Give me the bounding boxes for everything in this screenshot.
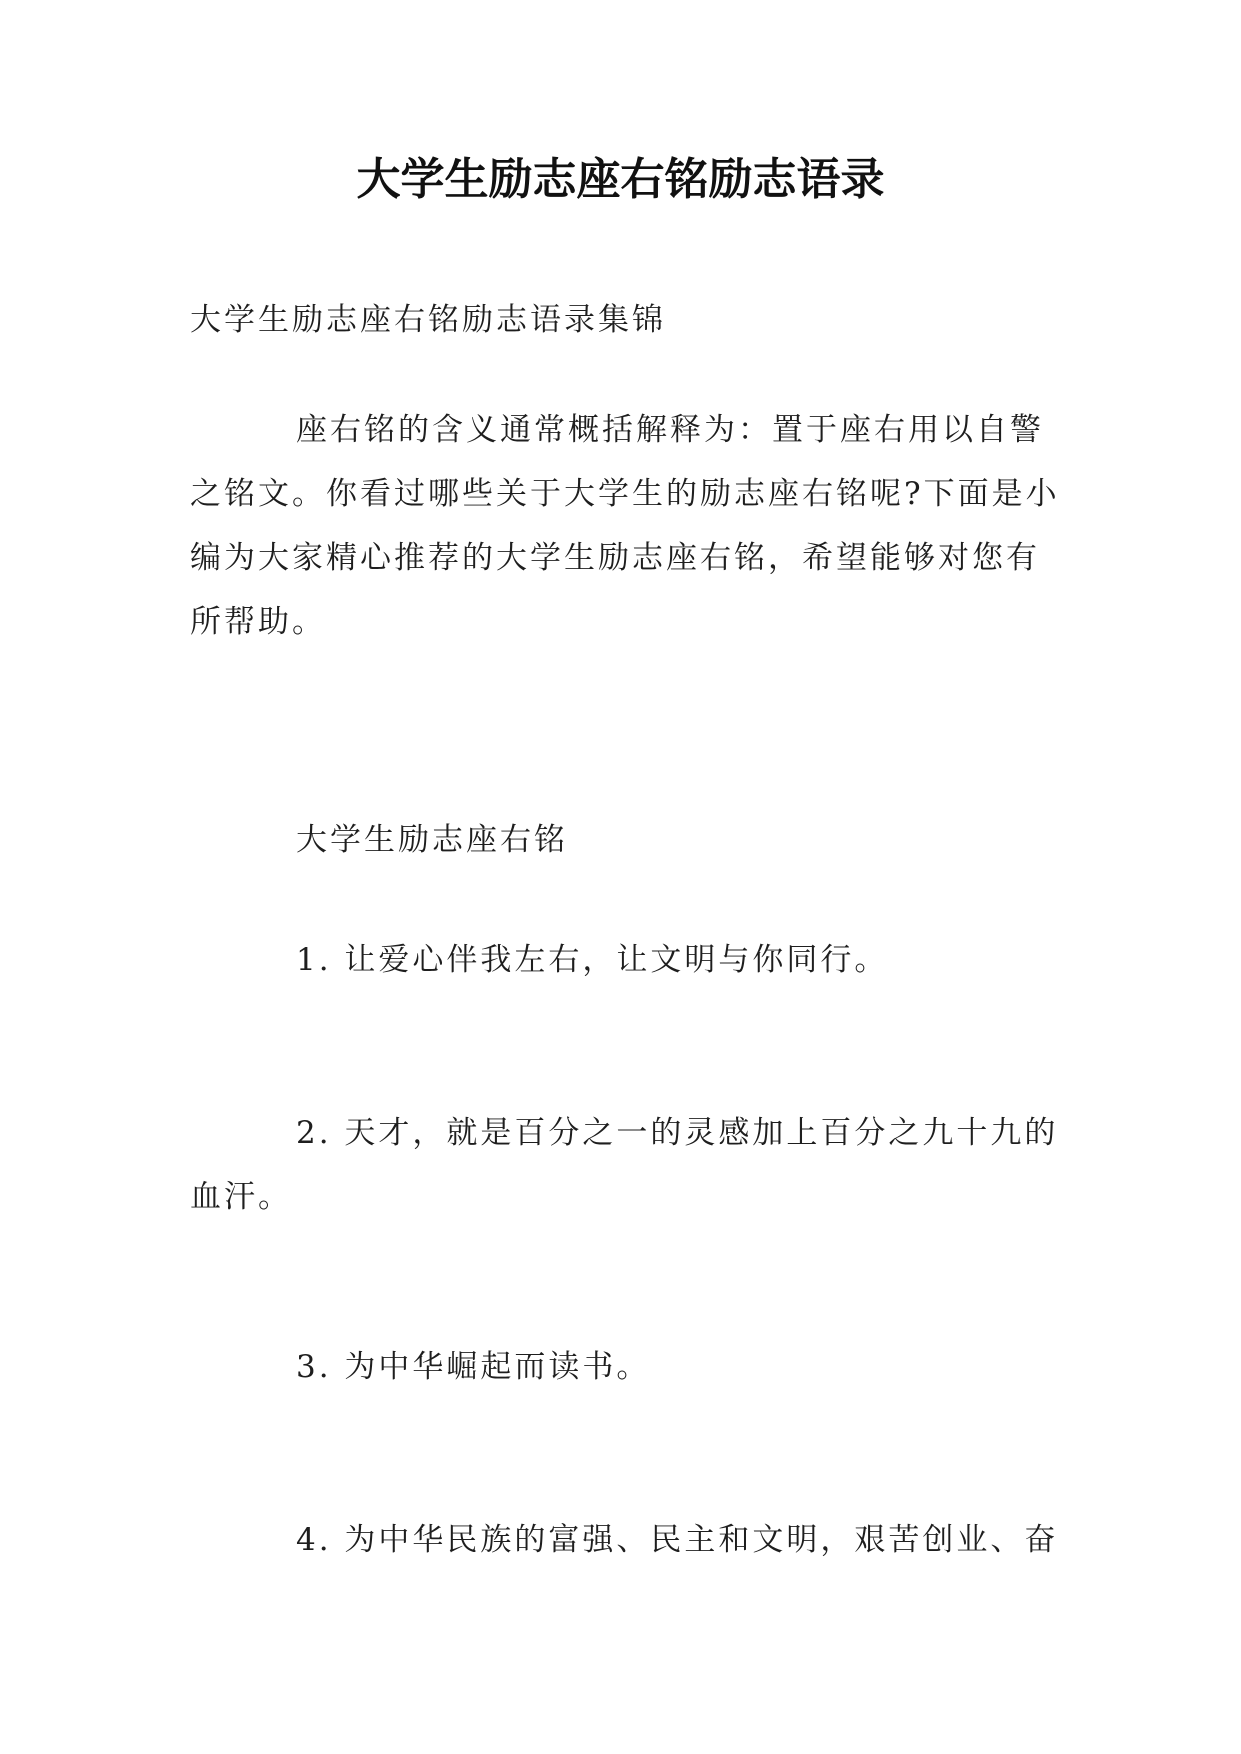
motto-item: 4. 为中华民族的富强、民主和文明，艰苦创业、奋 — [296, 1522, 1059, 1558]
document-subtitle: 大学生励志座右铭励志语录集锦 — [190, 302, 666, 338]
intro-paragraph: 座右铭的含义通常概括解释为：置于座右用以自警之铭文。你看过哪些关于大学生的励志座右铭呢?下面是小编为大家精心推荐的大学生励志座右铭，希望能够对您有所帮助。 — [190, 412, 1060, 640]
motto-item: 3. 为中华崛起而读书。 — [296, 1349, 651, 1385]
document-title: 大学生励志座右铭励志语录 — [356, 154, 885, 205]
motto-item: 1. 让爱心伴我左右，让文明与你同行。 — [296, 942, 889, 978]
motto-item: 2. 天才，就是百分之一的灵感加上百分之九十九的血汗。 — [190, 1115, 1059, 1215]
section-heading: 大学生励志座右铭 — [296, 822, 568, 858]
